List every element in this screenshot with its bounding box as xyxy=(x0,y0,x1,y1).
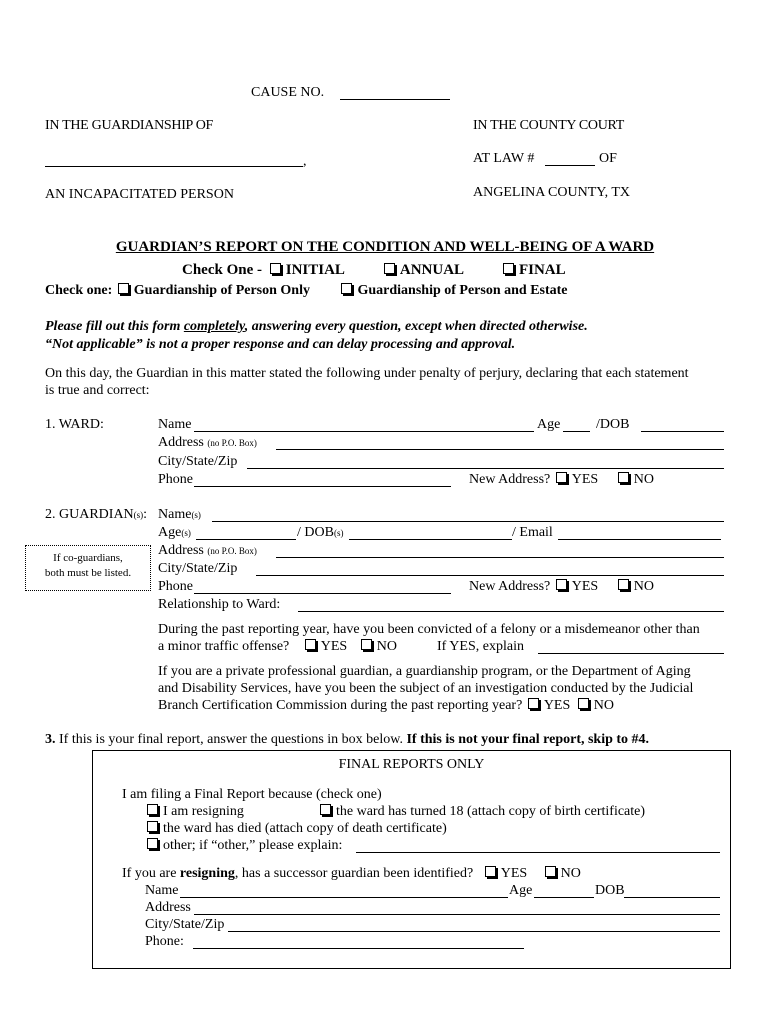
other-explain-field[interactable] xyxy=(356,852,720,853)
ward-age-field[interactable] xyxy=(563,431,590,432)
successor-yes-label: YES xyxy=(500,866,528,881)
professional-question-line3: Branch Certification Commission during the past reporting year? YES NO xyxy=(158,698,614,713)
guardian-city-field[interactable] xyxy=(256,575,724,576)
guardian-dob-label: / DOB(s) xyxy=(297,525,344,540)
professional-yes-label: YES xyxy=(543,698,571,713)
successor-phone-label: Phone: xyxy=(145,934,184,949)
guardian-address-label: Address (no P.O. Box) xyxy=(158,543,257,558)
successor-age-field[interactable] xyxy=(534,897,594,898)
ward-no-label: NO xyxy=(633,472,654,487)
professional-question-line2: and Disability Services, have you been the subject of an investigation conducted by the Judicial xyxy=(158,681,694,696)
resigning-checkbox[interactable] xyxy=(147,804,158,815)
ward-dob-label: /DOB xyxy=(596,417,630,432)
ward-phone-field[interactable] xyxy=(194,486,451,487)
ward-new-address-yes-checkbox[interactable] xyxy=(556,472,567,483)
successor-no-label: NO xyxy=(560,866,581,881)
comma: , xyxy=(303,154,307,169)
ward-new-address-label: New Address? xyxy=(469,472,551,487)
felony-question-line1: During the past reporting year, have you been convicted of a felony or a misdemeanor other than xyxy=(158,622,700,637)
final-reports-title: FINAL REPORTS ONLY xyxy=(338,757,485,772)
guardian-name-field[interactable] xyxy=(212,521,724,522)
professional-no-label: NO xyxy=(593,698,614,713)
ward-city-label: City/State/Zip xyxy=(158,454,238,469)
law-number-field[interactable] xyxy=(545,165,595,166)
guardian-city-label: City/State/Zip xyxy=(158,561,238,576)
successor-address-label: Address xyxy=(145,900,191,915)
person-estate-checkbox[interactable] xyxy=(341,283,352,294)
ward-name-label: Name xyxy=(158,417,192,432)
ward-age-label: Age xyxy=(537,417,561,432)
guardian-name-label: Name(s) xyxy=(158,507,201,522)
report-type-row xyxy=(182,262,566,279)
cause-no-label: CAUSE NO. xyxy=(251,85,325,100)
guardian-new-address-row xyxy=(469,579,654,595)
died-option: the ward has died (attach copy of death certificate) xyxy=(147,821,447,837)
final-label: FINAL xyxy=(518,262,566,278)
person-estate-label: Guardianship of Person and Estate xyxy=(357,283,568,298)
county-court-label: IN THE COUNTY COURT xyxy=(473,118,624,133)
other-option: other; if “other,” please explain: xyxy=(147,838,342,854)
felony-yes-label: YES xyxy=(320,639,348,654)
felony-yes-checkbox[interactable] xyxy=(305,639,316,650)
professional-yes-checkbox[interactable] xyxy=(528,698,539,709)
person-only-checkbox[interactable] xyxy=(118,283,129,294)
incapacitated-label: AN INCAPACITATED PERSON xyxy=(45,187,234,202)
other-checkbox[interactable] xyxy=(147,838,158,849)
initial-label: INITIAL xyxy=(285,262,345,278)
ward-phone-label: Phone xyxy=(158,472,193,487)
law-number-label: AT LAW # xyxy=(473,151,535,166)
successor-no-checkbox[interactable] xyxy=(545,866,556,877)
instructions-line1: Please fill out this form completely, answering every question, except when directed otherwise. xyxy=(45,319,588,334)
felony-question-line2: a minor traffic offense? YES NO xyxy=(158,639,397,654)
ward-name-header-field[interactable] xyxy=(45,166,303,167)
successor-name-field[interactable] xyxy=(180,897,508,898)
successor-dob-field[interactable] xyxy=(624,897,720,898)
successor-yes-checkbox[interactable] xyxy=(485,866,496,877)
intro-line2: is true and correct: xyxy=(45,383,150,398)
successor-name-label: Name xyxy=(145,883,179,898)
final-reports-box xyxy=(92,750,731,969)
guardian-address-field[interactable] xyxy=(276,557,724,558)
annual-label: ANNUAL xyxy=(399,262,464,278)
intro-line1: On this day, the Guardian in this matter stated the following under penalty of perjury, declaring that each statement xyxy=(45,366,689,381)
initial-checkbox[interactable] xyxy=(270,263,281,274)
turned18-checkbox[interactable] xyxy=(320,804,331,815)
guardian-section-label: 2. GUARDIAN(s): xyxy=(45,507,148,522)
of-label: OF xyxy=(599,151,617,166)
relationship-label: Relationship to Ward: xyxy=(158,597,281,612)
successor-address-field[interactable] xyxy=(194,914,720,915)
guardian-new-address-label: New Address? xyxy=(469,579,551,594)
final-reason-label: I am filing a Final Report because (check one) xyxy=(122,787,382,802)
successor-city-field[interactable] xyxy=(228,931,720,932)
ward-city-field[interactable] xyxy=(247,468,724,469)
guardian-email-label: / Email xyxy=(512,525,553,540)
cause-no-field[interactable] xyxy=(340,99,450,100)
guardian-no-label: NO xyxy=(633,579,654,594)
relationship-field[interactable] xyxy=(298,611,724,612)
guardian-yes-label: YES xyxy=(571,579,599,594)
guardian-dob-field[interactable] xyxy=(349,539,512,540)
ward-new-address-row xyxy=(469,472,654,488)
successor-question: If you are resigning, has a successor guardian been identified? YES NO xyxy=(122,866,581,881)
guardian-phone-field[interactable] xyxy=(194,593,451,594)
page-title: GUARDIAN’S REPORT ON THE CONDITION AND WELL-BEING OF A WARD xyxy=(115,239,655,255)
successor-city-label: City/State/Zip xyxy=(145,917,225,932)
professional-question-line1: If you are a private professional guardian, a guardianship program, or the Department of Aging xyxy=(158,664,691,679)
co-guardians-note-line1: If co-guardians, xyxy=(53,552,123,564)
successor-age-label: Age xyxy=(509,883,533,898)
ward-address-field[interactable] xyxy=(276,449,724,450)
resigning-option: I am resigning xyxy=(147,804,244,820)
felony-no-checkbox[interactable] xyxy=(361,639,372,650)
professional-no-checkbox[interactable] xyxy=(578,698,589,709)
county-label: ANGELINA COUNTY, TX xyxy=(473,185,630,200)
turned18-option: the ward has turned 18 (attach copy of birth certificate) xyxy=(320,804,645,820)
guardian-phone-label: Phone xyxy=(158,579,193,594)
guardian-email-field[interactable] xyxy=(558,539,721,540)
instructions-line2: “Not applicable” is not a proper response and can delay processing and approval. xyxy=(45,337,516,352)
annual-checkbox[interactable] xyxy=(384,263,395,274)
ward-new-address-no-checkbox[interactable] xyxy=(618,472,629,483)
check-one-label: Check One - xyxy=(182,262,262,278)
final-checkbox[interactable] xyxy=(503,263,514,274)
felony-explain-field[interactable] xyxy=(538,653,724,654)
felony-no-label: NO xyxy=(376,639,397,654)
co-guardians-note-line2: both must be listed. xyxy=(44,567,132,579)
guardian-new-address-no-checkbox[interactable] xyxy=(618,579,629,590)
guardianship-type-row xyxy=(45,283,568,299)
check-one-label-2: Check one: xyxy=(45,283,113,298)
ward-section-label: 1. WARD: xyxy=(45,417,104,432)
ward-name-field[interactable] xyxy=(194,431,534,432)
ward-yes-label: YES xyxy=(571,472,599,487)
felony-explain-label: If YES, explain xyxy=(437,639,524,654)
guardian-age-field[interactable] xyxy=(196,539,296,540)
ward-address-label: Address (no P.O. Box) xyxy=(158,435,257,450)
successor-phone-field[interactable] xyxy=(193,948,524,949)
successor-dob-label: DOB xyxy=(595,883,625,898)
guardianship-of-label: IN THE GUARDIANSHIP OF xyxy=(45,118,214,133)
guardian-new-address-yes-checkbox[interactable] xyxy=(556,579,567,590)
guardian-age-label: Age(s) xyxy=(158,525,191,540)
section3-instruction: 3. If this is your final report, answer the questions in box below. If this is not your final report, skip to #4. xyxy=(45,732,650,747)
died-checkbox[interactable] xyxy=(147,821,158,832)
ward-dob-field[interactable] xyxy=(641,431,724,432)
person-only-label: Guardianship of Person Only xyxy=(133,283,310,298)
